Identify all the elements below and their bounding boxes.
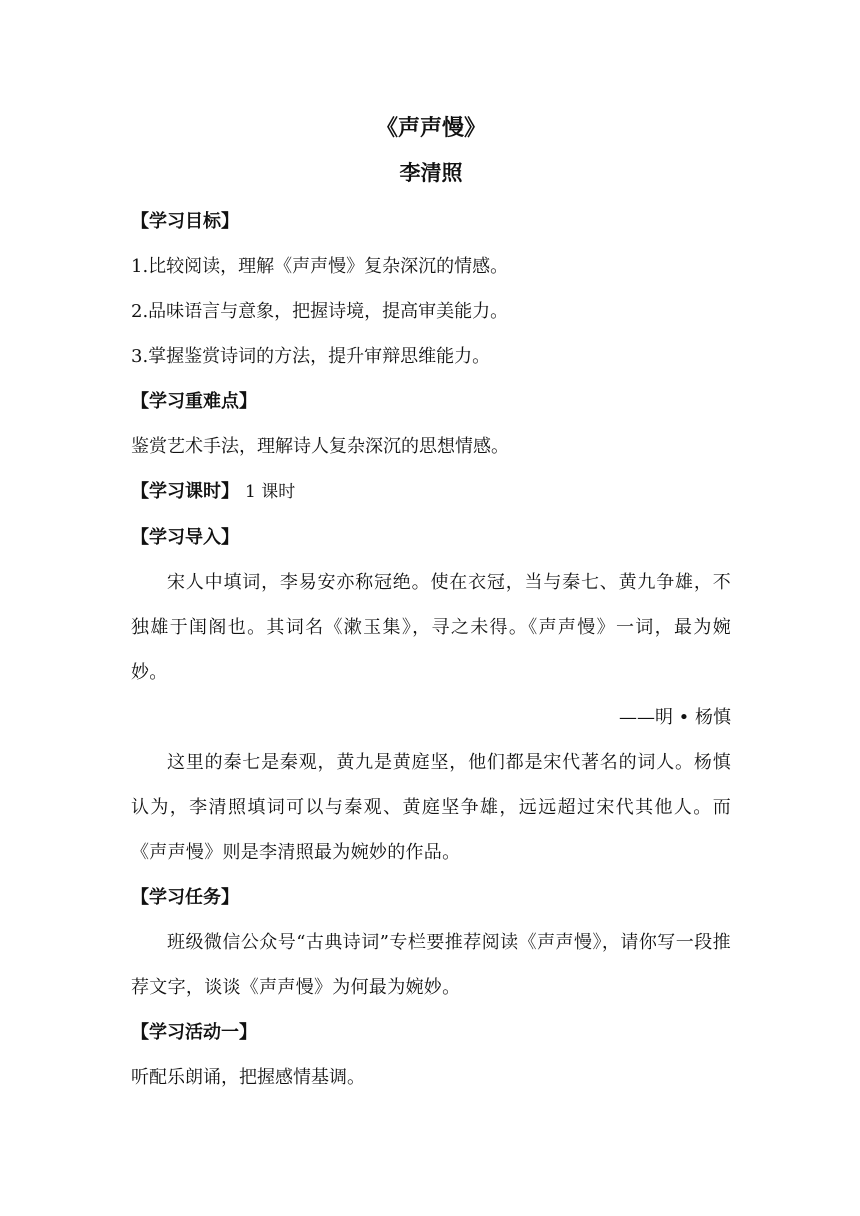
quote-attribution: ——明 • 杨慎	[618, 707, 731, 728]
task-text: 班级微信公众号“古典诗词”专栏要推荐阅读《声声慢》，请你写一段推荐文字，谈谈《声声慢》为何最为婉妙。	[131, 932, 731, 998]
class-hours-section	[131, 469, 731, 515]
objective-item: 1.比较阅读，理解《声声慢》复杂深沉的情感。	[131, 256, 509, 277]
class-hours-value: 1 课时	[245, 482, 296, 502]
document-body	[131, 107, 731, 1100]
objectives-section	[131, 199, 731, 379]
introduction-section	[131, 515, 731, 875]
class-hours-line	[131, 469, 731, 515]
objective-item: 2.品味语言与意象，把握诗境，提高审美能力。	[131, 301, 509, 322]
introduction-heading: 【学习导入】	[131, 527, 239, 548]
task-section	[131, 875, 731, 1010]
objectives-heading: 【学习目标】	[131, 211, 239, 232]
activity-one-section	[131, 1010, 731, 1100]
key-points-text: 鉴赏艺术手法，理解诗人复杂深沉的思想情感。	[131, 436, 509, 457]
key-points-heading: 【学习重难点】	[131, 391, 257, 412]
class-hours-heading: 【学习课时】	[131, 481, 239, 502]
key-points-section	[131, 379, 731, 469]
introduction-quote: 宋人中填词，李易安亦称冠绝。使在衣冠，当与秦七、黄九争雄，不独雄于闺阁也。其词名《漱玉集》，寻之未得。《声声慢》一词，最为婉妙。	[131, 572, 731, 683]
task-heading: 【学习任务】	[131, 887, 239, 908]
activity-one-text: 听配乐朗诵，把握感情基调。	[131, 1067, 365, 1088]
introduction-explanation: 这里的秦七是秦观，黄九是黄庭坚，他们都是宋代著名的词人。杨慎认为，李清照填词可以与秦观、黄庭坚争雄，远远超过宋代其他人。而《声声慢》则是李清照最为婉妙的作品。	[131, 752, 731, 863]
document-title: 《声声慢》	[375, 116, 486, 141]
document-author: 李清照	[399, 161, 463, 185]
activity-one-heading: 【学习活动一】	[131, 1022, 257, 1043]
objective-item: 3.掌握鉴赏诗词的方法，提升审辩思维能力。	[131, 346, 491, 367]
